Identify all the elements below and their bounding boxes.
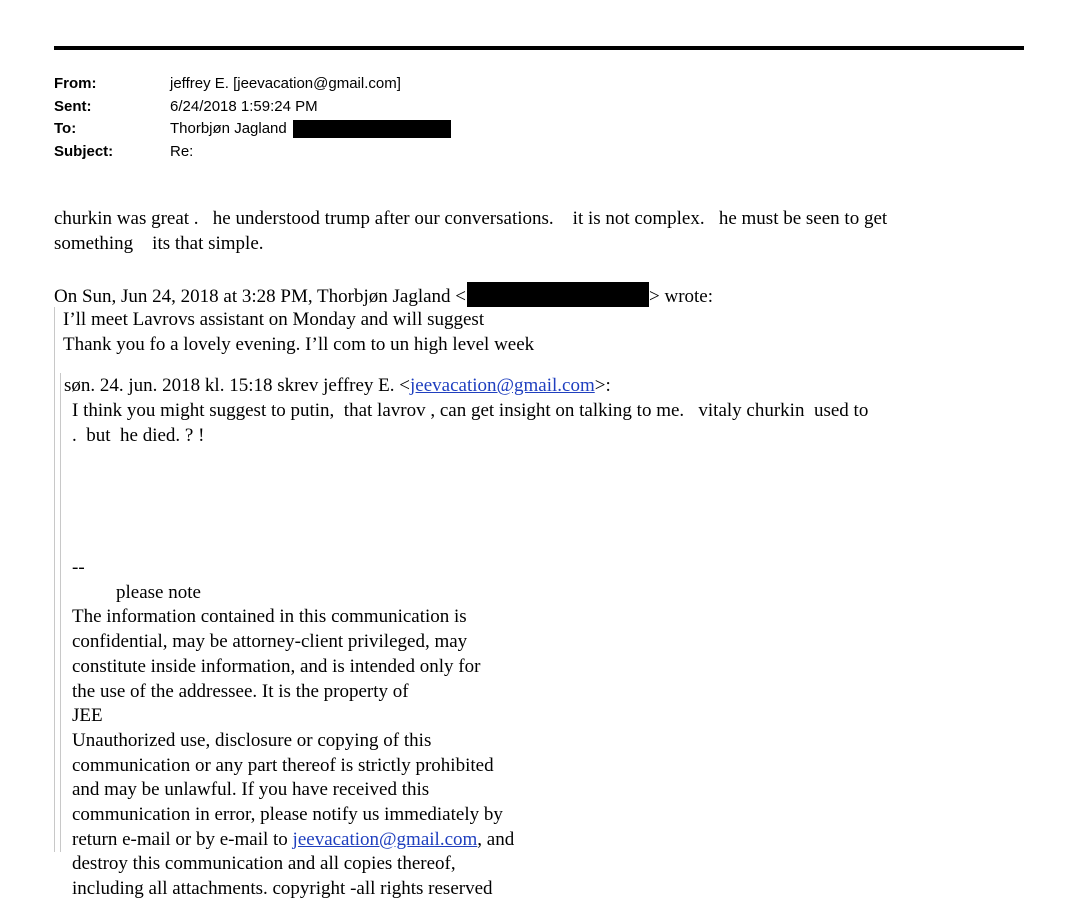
body-line-1: churkin was great . he understood trump after our conversations. it is not complex. he must be seen to get xyxy=(54,208,888,229)
message-body xyxy=(54,206,1014,256)
signature-line-7: communication or any part thereof is strictly prohibited xyxy=(72,754,494,776)
subject-row xyxy=(54,141,451,164)
sent-value: 6/24/2018 1:59:24 PM xyxy=(170,97,318,115)
reply1-intro xyxy=(54,282,713,309)
signature-note: please note xyxy=(116,581,201,603)
signature-line-9: communication in error, please notify us immediately by xyxy=(72,804,503,826)
from-label: From: xyxy=(54,75,97,92)
reply1-intro-after: > wrote: xyxy=(649,286,714,307)
from-row xyxy=(54,73,451,96)
signature-line-8: and may be unlawful. If you have received this xyxy=(72,779,430,801)
signature-block xyxy=(72,556,514,902)
signature-line-last: including all attachments. copyright -all rights reserved xyxy=(72,878,493,900)
to-value-wrap xyxy=(170,118,451,141)
header-rule xyxy=(54,46,1024,50)
subject-label: Subject: xyxy=(54,142,114,160)
quoted-reply-1 xyxy=(54,307,1025,900)
reply1-intro-before: On Sun, Jun 24, 2018 at 3:28 PM, Thorbjøn Jagland < xyxy=(54,286,467,307)
email-header xyxy=(54,73,451,163)
from-value: jeffrey E. [jeevacation@gmail.com] xyxy=(170,75,401,92)
sent-row xyxy=(54,96,451,119)
quoted-reply-2 xyxy=(60,373,1021,900)
reply2-email-link[interactable]: jeevacation@gmail.com xyxy=(410,375,595,396)
reply1-line-2: Thank you fo a lovely evening. I’ll com to un high level week xyxy=(63,334,535,355)
signature-line-6: Unauthorized use, disclosure or copying of this xyxy=(72,729,432,751)
signature-line-1: The information contained in this communication is xyxy=(72,606,467,628)
reply2-line-1: I think you might suggest to putin, that lavrov , can get insight on talking to me. vitaly churkin used to xyxy=(72,400,869,421)
signature-line-destroy: destroy this communication and all copies thereof, xyxy=(72,853,456,875)
signature-email-link[interactable]: jeevacation@gmail.com xyxy=(292,828,478,850)
to-label: To: xyxy=(54,120,77,138)
redaction-block-to xyxy=(293,120,451,138)
redaction-block-email xyxy=(467,282,649,307)
signature-line-4: the use of the addressee. It is the property of xyxy=(72,680,409,702)
to-value: Thorbjøn Jagland xyxy=(170,120,287,138)
return-after: , and xyxy=(477,828,515,850)
signature-line-2: confidential, may be attorney-client privileged, may xyxy=(72,631,468,653)
reply2-intro-after: >: xyxy=(594,375,611,396)
return-before: return e-mail or by e-mail to xyxy=(72,828,293,850)
body-line-2: something its that simple. xyxy=(54,233,264,254)
reply2-text xyxy=(72,398,1002,448)
reply2-intro xyxy=(64,373,611,398)
reply2-intro-before: søn. 24. jun. 2018 kl. 15:18 skrev jeffrey E. < xyxy=(64,375,410,396)
reply2-line-2: . but he died. ? ! xyxy=(72,425,205,446)
subject-value: Re: xyxy=(170,142,194,160)
to-row xyxy=(54,118,451,141)
reply1-line-1: I’ll meet Lavrovs assistant on Monday and will suggest xyxy=(63,309,485,330)
reply1-text xyxy=(63,307,534,357)
signature-return-line xyxy=(72,828,514,853)
signature-line-3: constitute inside information, and is intended only for xyxy=(72,655,481,677)
signature-dashes: -- xyxy=(72,557,85,578)
sent-label: Sent: xyxy=(54,97,92,115)
signature-line-5: JEE xyxy=(72,705,103,727)
